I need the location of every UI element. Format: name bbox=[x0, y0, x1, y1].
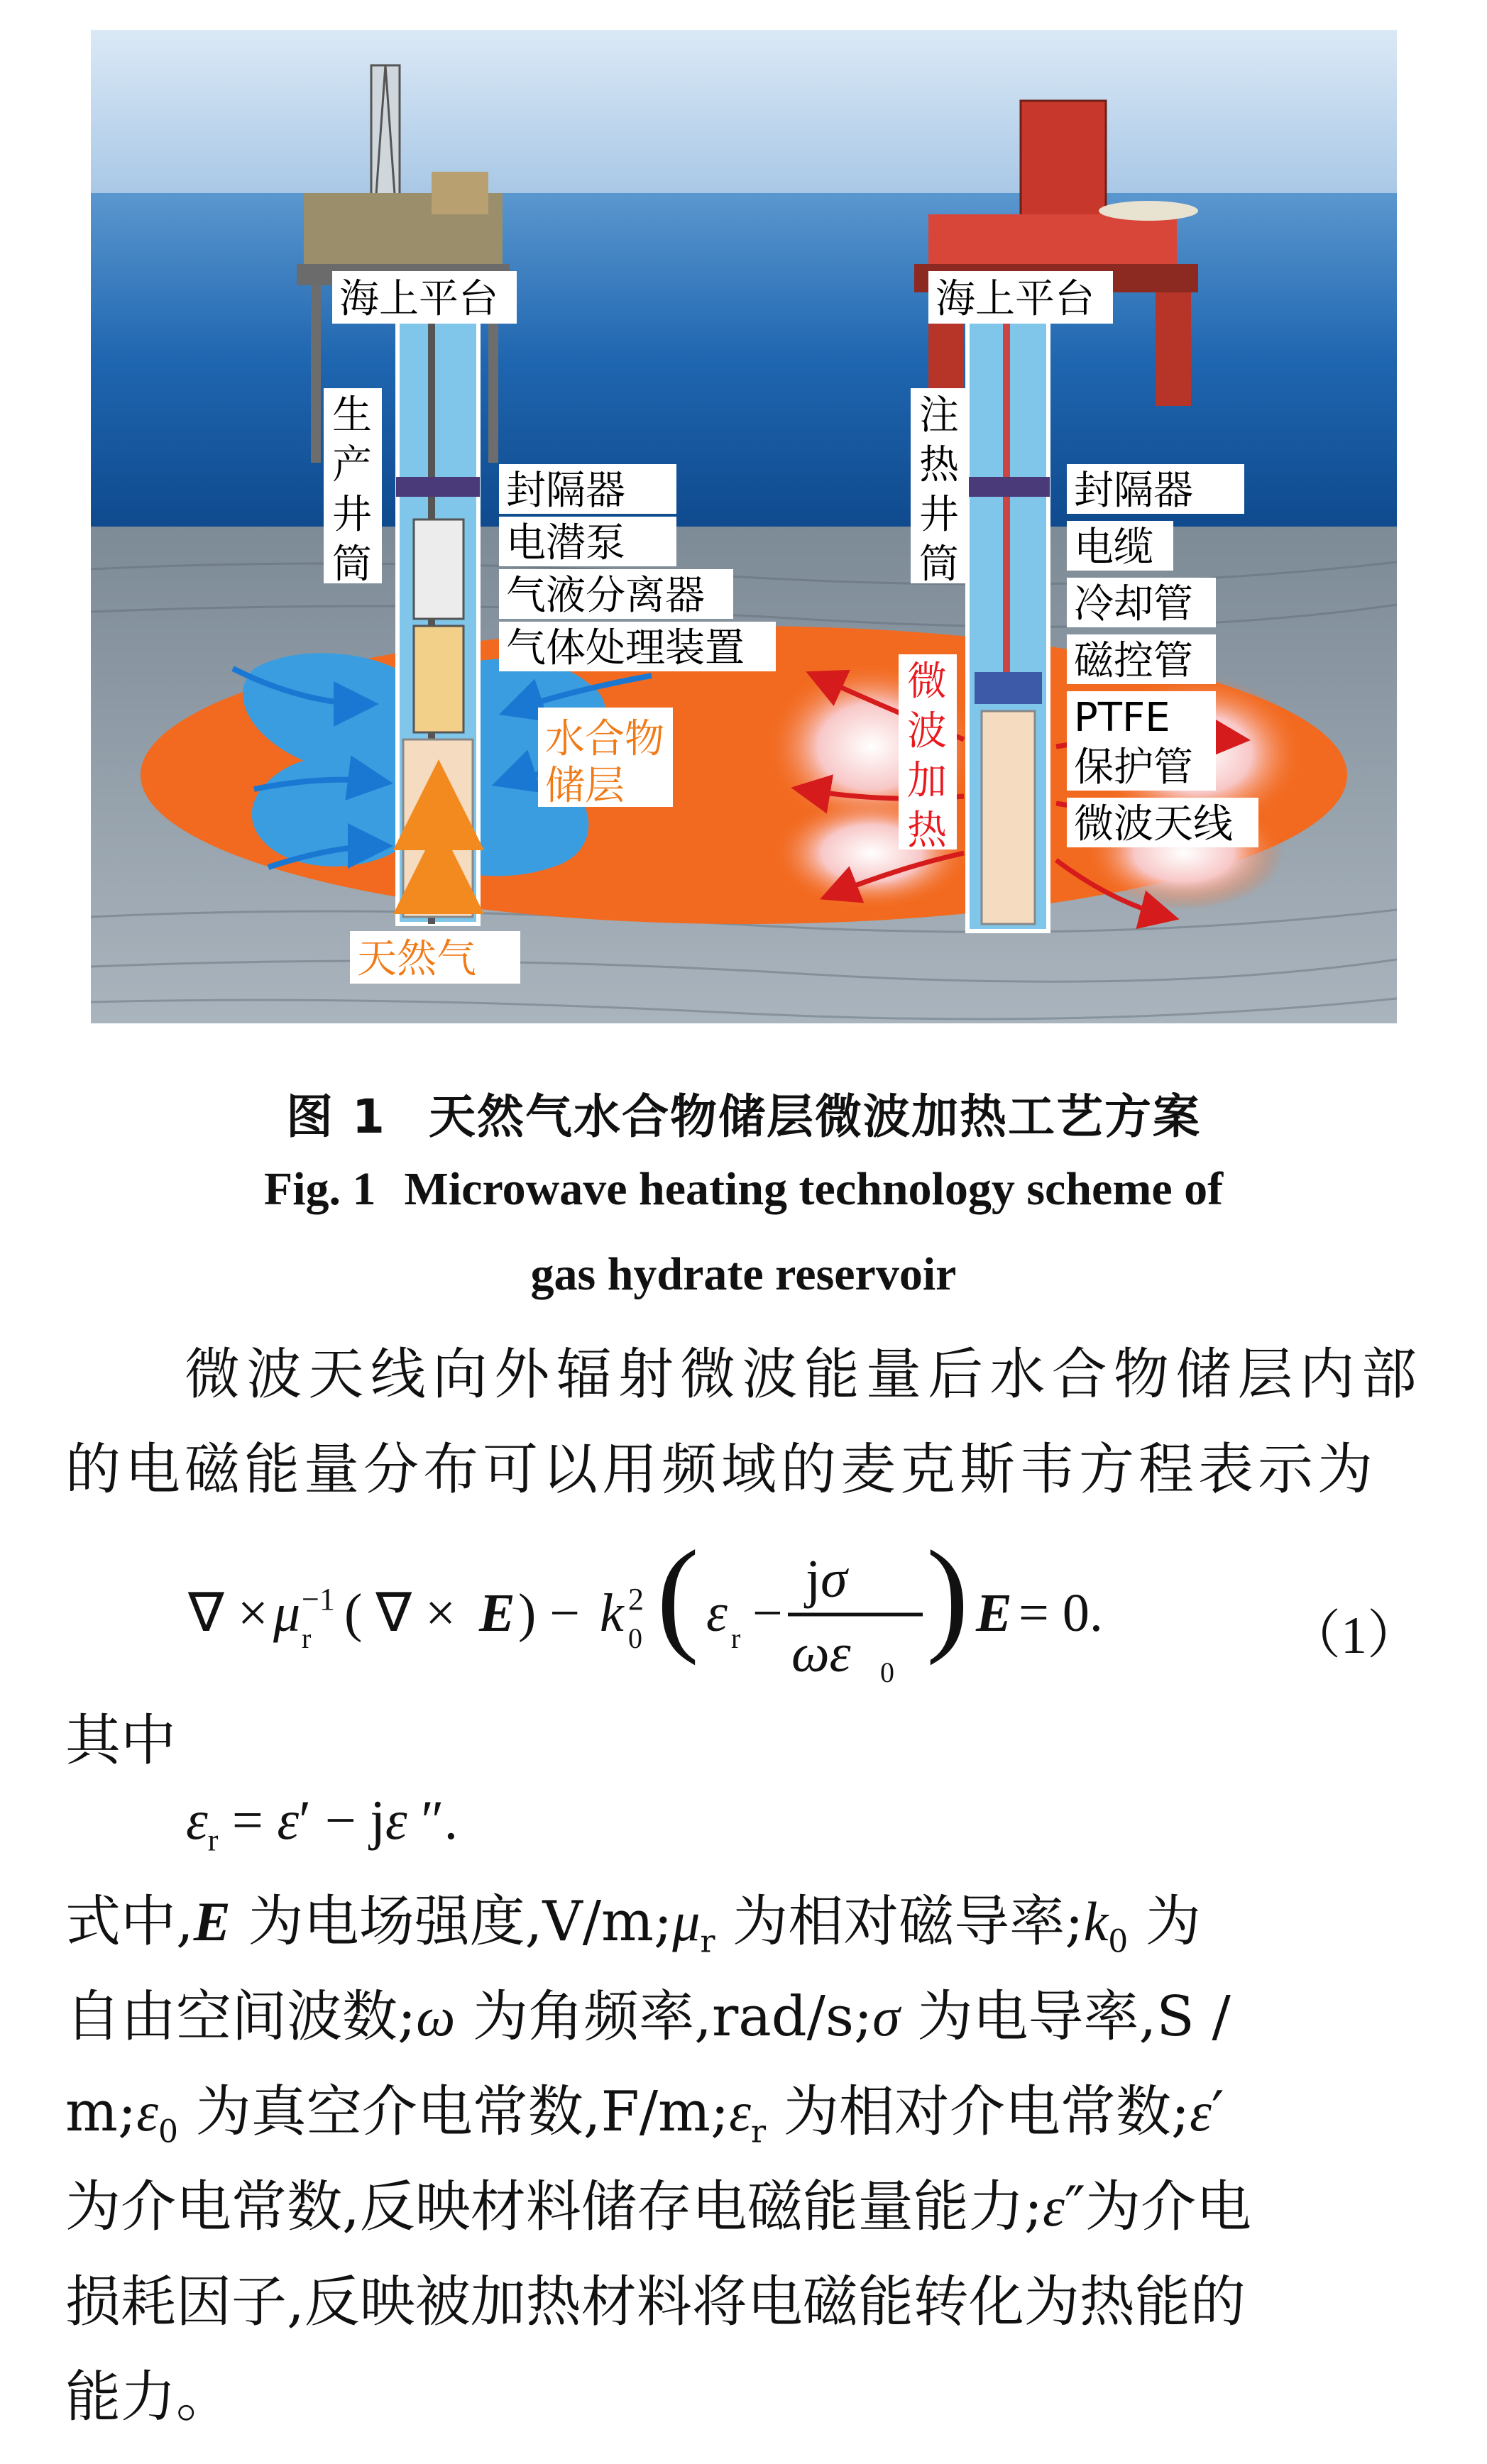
label-cooling-pipe: 冷却管 bbox=[1074, 581, 1193, 627]
label-platform-left: 海上平台 bbox=[339, 276, 498, 322]
label-production-well-3: 井 bbox=[332, 492, 372, 538]
label-gas-treatment: 气体处理装置 bbox=[506, 625, 745, 671]
where-label: 其中 bbox=[65, 1709, 177, 1773]
caption-cn-number: 图 1 bbox=[286, 1089, 386, 1144]
desc-line-3: $m;\varepsilon_0$ 为真空介电常数$,F/m;\varepsilon_r$ 为相对介电常数;ε′ bbox=[65, 2080, 1224, 2150]
svg-text:): ) bbox=[926, 1526, 969, 1666]
caption-en-title-1: Microwave heating technology scheme of bbox=[404, 1163, 1224, 1215]
label-packer-right: 封隔器 bbox=[1074, 468, 1193, 514]
label-production-well-1: 生 bbox=[332, 392, 372, 439]
label-packer-left: 封隔器 bbox=[506, 468, 625, 514]
caption-cn bbox=[0, 1079, 1487, 1146]
desc-line-6: 能力。 bbox=[65, 2365, 232, 2429]
svg-text:ωε: ωε bbox=[791, 1624, 851, 1683]
label-injection-well-4: 筒 bbox=[919, 541, 959, 588]
equation-epsr: $\varepsilon_r = \varepsilon' - j\varepsilon$ ″. bbox=[186, 1789, 459, 1858]
label-microwave-heating-4: 热 bbox=[907, 808, 947, 854]
caption-en-number: Fig. 1 bbox=[263, 1163, 376, 1215]
svg-text:0: 0 bbox=[880, 1656, 894, 1688]
label-magnetron: 磁控管 bbox=[1074, 638, 1193, 684]
desc-line-5: 损耗因子,反映被加热材料将电磁能转化为热能的 bbox=[65, 2270, 1246, 2334]
label-injection-well-2: 热 bbox=[919, 442, 959, 488]
label-microwave-heating-1: 微 bbox=[907, 659, 947, 705]
svg-text:) −: ) − bbox=[518, 1583, 581, 1643]
sky bbox=[91, 30, 1397, 193]
svg-text:−: − bbox=[752, 1583, 783, 1643]
equation-1-number: （1） bbox=[1288, 1607, 1420, 1665]
svg-text:0: 0 bbox=[628, 1622, 642, 1654]
label-esp: 电潜泵 bbox=[506, 520, 625, 566]
label-ptfe-1: PTFE bbox=[1074, 695, 1170, 741]
svg-text:−1: −1 bbox=[302, 1582, 335, 1617]
paragraph-intro: 微波天线向外辐射微波能量后水合物储层内部的电磁能量分布可以用频域的麦克斯韦方程表示为 bbox=[65, 1343, 1421, 1502]
svg-text:∇ ×: ∇ × bbox=[188, 1583, 268, 1643]
svg-text:k: k bbox=[600, 1583, 624, 1643]
label-hydrate-reservoir-1: 水合物 bbox=[545, 716, 664, 762]
label-platform-right: 海上平台 bbox=[935, 276, 1094, 322]
svg-text:( ∇ ×: ( ∇ × bbox=[344, 1583, 456, 1643]
svg-text:2: 2 bbox=[628, 1582, 644, 1617]
svg-text:ε: ε bbox=[706, 1583, 728, 1643]
label-microwave-antenna: 微波天线 bbox=[1074, 801, 1233, 847]
label-injection-well-3: 井 bbox=[919, 492, 959, 538]
label-production-well-4: 筒 bbox=[332, 541, 372, 588]
label-gas-liquid-separator: 气液分离器 bbox=[506, 573, 705, 619]
svg-text:jσ: jσ bbox=[806, 1549, 847, 1609]
label-ptfe-2: 保护管 bbox=[1074, 744, 1193, 791]
figure-1-illustration bbox=[91, 30, 1397, 1023]
svg-text:E: E bbox=[976, 1583, 1012, 1643]
svg-text:E: E bbox=[479, 1583, 515, 1643]
label-microwave-heating-3: 加 bbox=[907, 758, 947, 804]
label-cable: 电缆 bbox=[1074, 524, 1153, 571]
desc-line-1: 式中,E 为电场强度$,V/m;\mu_r$ 为相对磁导率$;k_0$ 为 bbox=[65, 1890, 1201, 1960]
label-injection-well-1: 注 bbox=[919, 392, 959, 439]
production-wellbore bbox=[396, 321, 480, 924]
label-hydrate-reservoir-2: 储层 bbox=[545, 763, 625, 809]
svg-text:(: ( bbox=[657, 1526, 699, 1666]
desc-line-2: 自由空间波数;ω 为角频率,rad/s;σ 为电导率,S / bbox=[65, 1985, 1231, 2049]
caption-en-line1 bbox=[0, 1162, 1487, 1216]
svg-text:= 0.: = 0. bbox=[1019, 1583, 1103, 1643]
label-production-well-2: 产 bbox=[332, 442, 372, 488]
svg-text:r: r bbox=[731, 1622, 741, 1654]
label-microwave-heating-2: 波 bbox=[907, 708, 947, 754]
svg-text:μ: μ bbox=[273, 1583, 301, 1643]
svg-text:r: r bbox=[302, 1622, 312, 1654]
label-natural-gas: 天然气 bbox=[357, 936, 476, 982]
equation-1 bbox=[0, 1526, 1487, 1696]
equation-1-formula bbox=[181, 1526, 1317, 1696]
caption-en-line2: gas hydrate reservoir bbox=[530, 1248, 957, 1300]
desc-line-4: 为介电常数,反映材料储存电磁能量能力;ε″为介电 bbox=[65, 2175, 1251, 2239]
caption-cn-title: 天然气水合物储层微波加热工艺方案 bbox=[428, 1089, 1201, 1144]
injection-wellbore bbox=[966, 321, 1050, 931]
